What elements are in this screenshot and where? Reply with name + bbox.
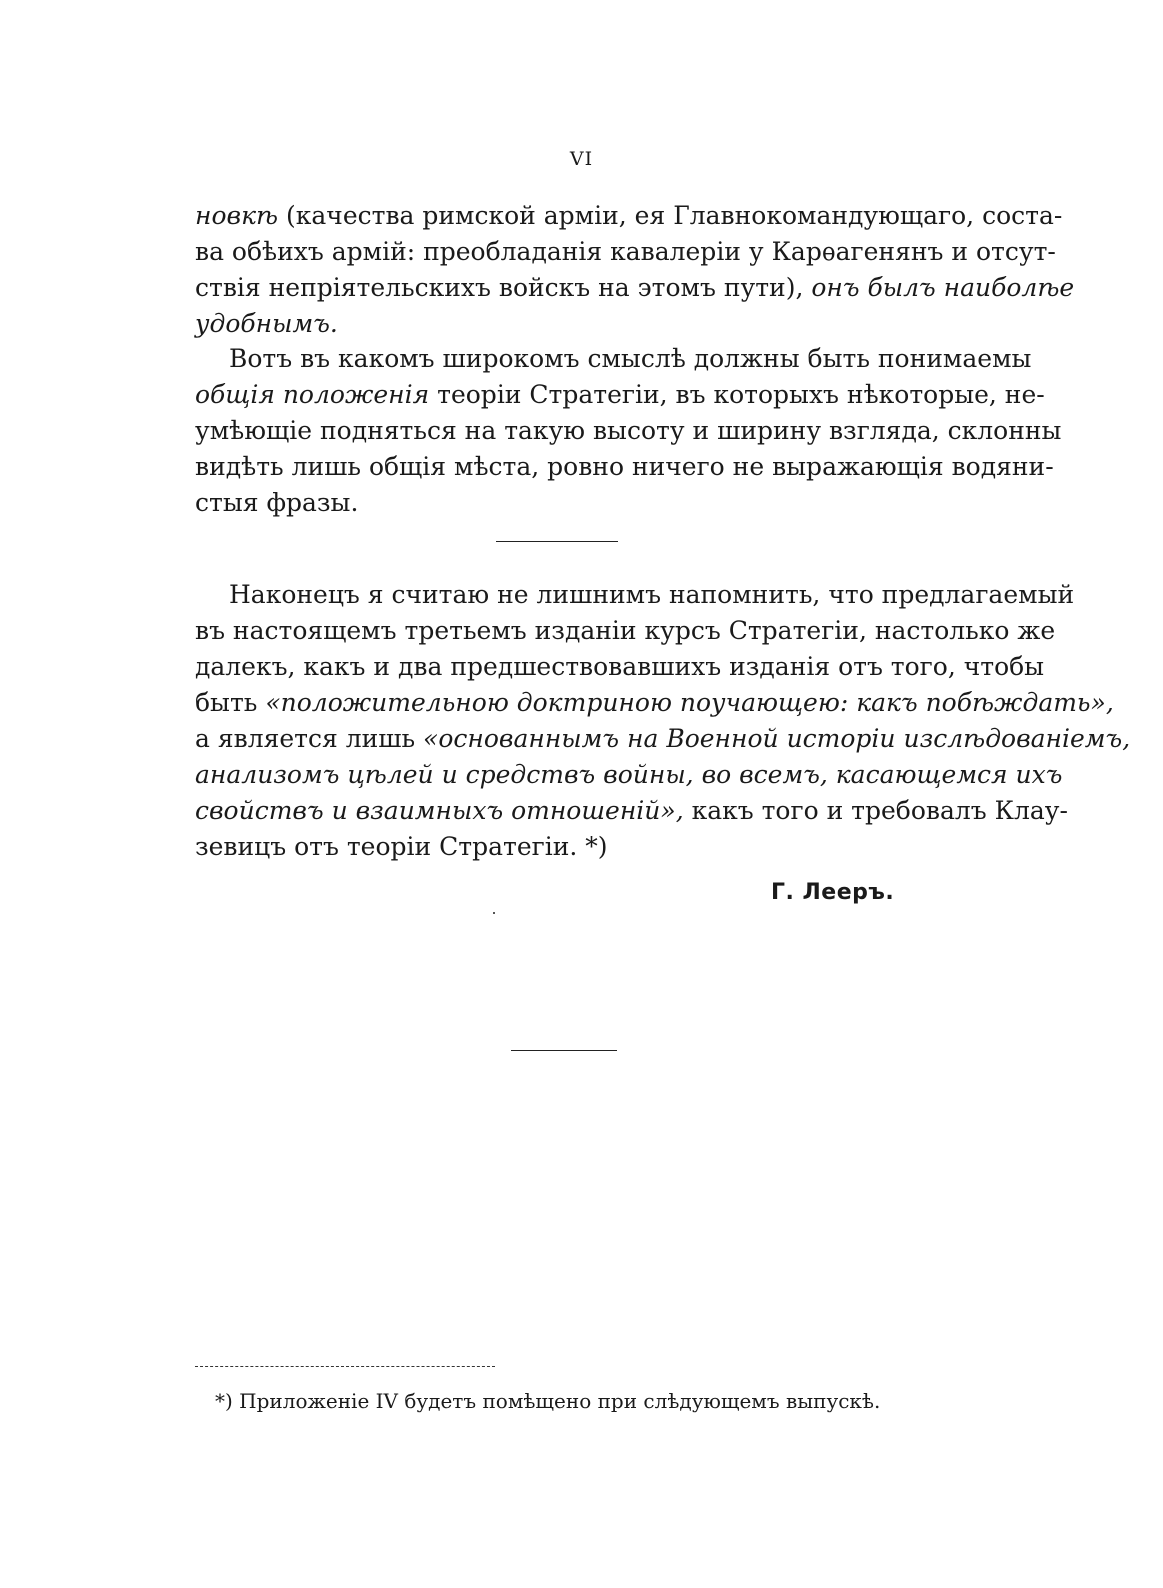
text-line: новкѣ (качества римской арміи, ея Главнокомандующаго, соста- <box>195 201 1063 230</box>
text-line: Наконецъ я считаю не лишнимъ напомнить, что предлагаемый <box>229 580 1075 609</box>
text-line: ва обѣихъ армій: преобладанія кавалеріи у Карѳагенянъ и отсут- <box>195 237 1056 266</box>
text-line: видѣть лишь общія мѣста, ровно ничего не выражающія водяни- <box>195 452 1054 481</box>
page-number: VI <box>569 148 594 170</box>
text-line: анализомъ цѣлей и средствъ войны, во всемъ, касающемся ихъ <box>195 760 1063 789</box>
text-line: свойствъ и взаимныхъ отношеній», какъ того и требовалъ Клау- <box>195 796 1068 825</box>
text-line: общія положенія теоріи Стратегіи, въ которыхъ нѣкоторые, не- <box>195 380 1045 409</box>
text-line: быть «положительною доктриною поучающею: какъ побѣждать», <box>195 688 1114 717</box>
author-signature: Г. Лееръ. <box>771 880 895 905</box>
text-line: зевицъ отъ теоріи Стратегіи. *) <box>195 832 608 861</box>
end-divider <box>511 1050 617 1051</box>
footnote-rule <box>195 1366 495 1367</box>
section-divider <box>496 541 618 542</box>
paragraph-2 <box>195 341 1062 521</box>
paragraph-1 <box>195 198 1075 342</box>
paragraph-3 <box>195 577 1131 865</box>
footnote: *) Приложеніе IV будетъ помѣщено при слѣдующемъ выпускѣ. <box>215 1389 881 1413</box>
text-line: удобнымъ. <box>195 309 338 338</box>
text-line: въ настоящемъ третьемъ изданіи курсъ Стратегіи, настолько же <box>195 616 1056 645</box>
text-line: а является лишь «основаннымъ на Военной исторіи изслѣдованіемъ, <box>195 724 1131 753</box>
text-line: Вотъ въ какомъ широкомъ смыслѣ должны быть понимаемы <box>229 344 1032 373</box>
text-line: стыя фразы. <box>195 488 359 517</box>
text-line: ствія непріятельскихъ войскъ на этомъ пути), онъ былъ наиболѣе <box>195 273 1075 302</box>
print-speck <box>493 912 495 914</box>
text-line: далекъ, какъ и два предшествовавшихъ изданія отъ того, чтобы <box>195 652 1045 681</box>
text-line: умѣющіе подняться на такую высоту и ширину взгляда, склонны <box>195 416 1062 445</box>
